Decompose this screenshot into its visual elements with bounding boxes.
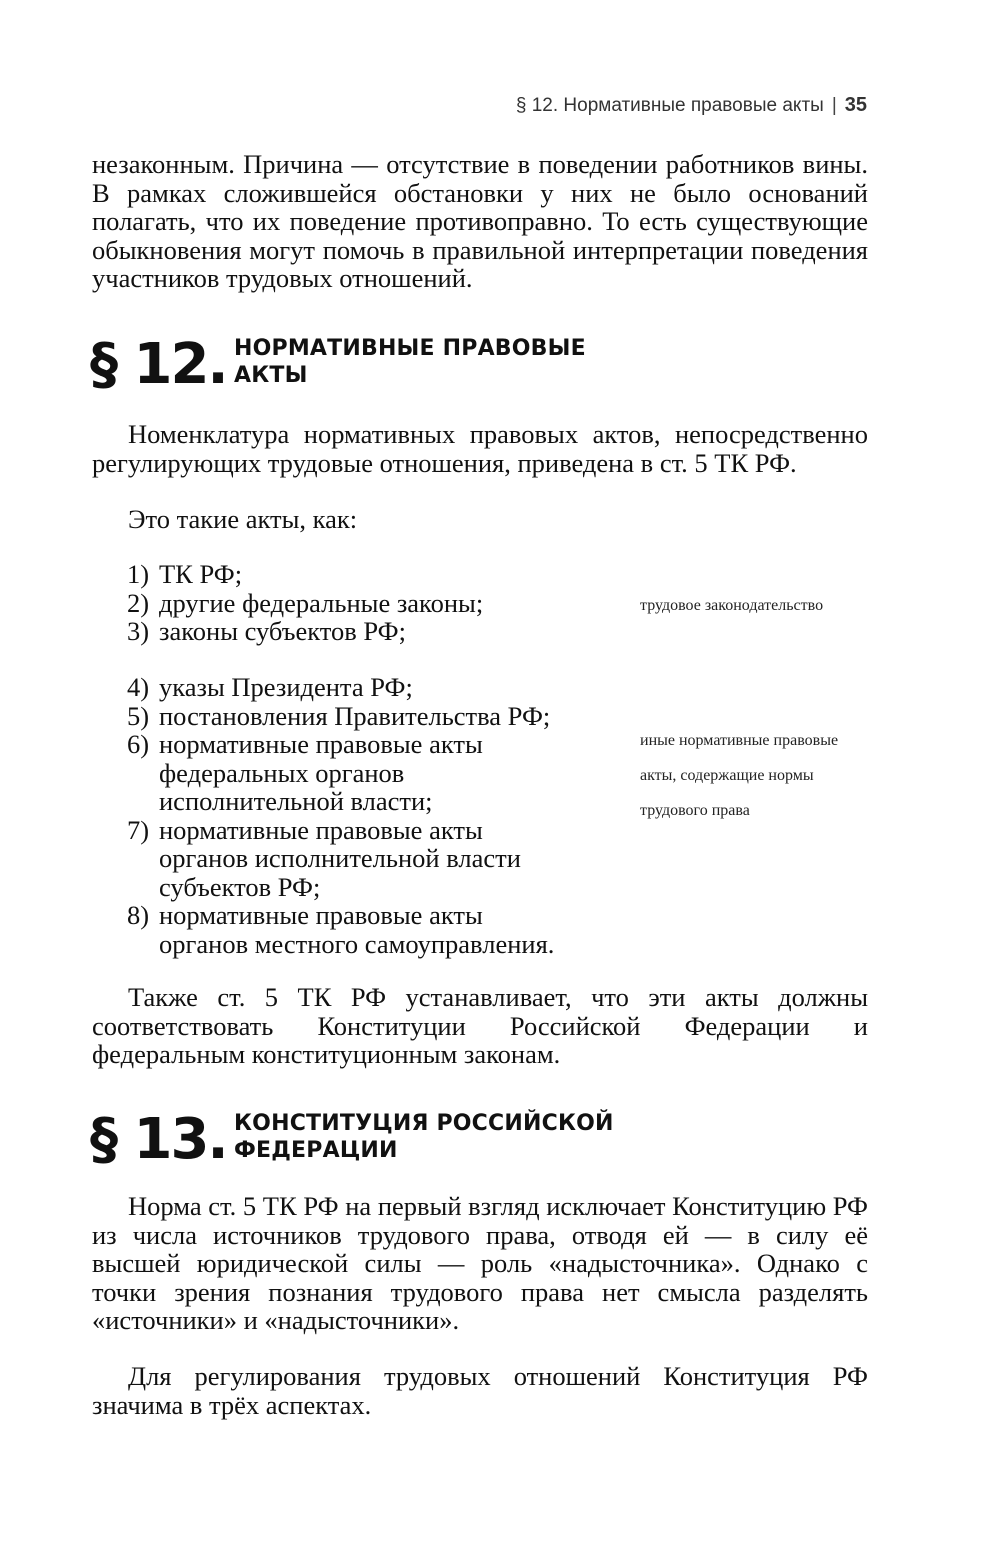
paragraph-acts-intro: Это такие акты, как: xyxy=(128,504,358,534)
note-line: трудового права xyxy=(640,802,750,819)
list-item: 8) нормативные правовые акты органов местного самоуправления. xyxy=(127,900,555,959)
paragraph-constitution-compliance: Также ст. 5 ТК РФ устанавливает, что эти акты должны соответствовать Конституции Российской Федерации и федеральным конституционным законам. xyxy=(92,982,868,1069)
section-13-title xyxy=(234,1110,614,1164)
note-line: акты, содержащие нормы xyxy=(640,767,814,784)
section-12-title-line2: АКТЫ xyxy=(234,363,308,388)
paragraph-nomenclature: Номенклатура нормативных правовых актов, непосредственно регулирующих трудовые отношения, приведена в ст. 5 ТК РФ. xyxy=(92,419,868,478)
list-item: 3) законы субъектов РФ; xyxy=(127,616,406,646)
list-item: 6) нормативные правовые акты федеральных органов исполнительной власти; xyxy=(127,729,483,816)
section-13-title-line1: КОНСТИТУЦИЯ РОССИЙСКОЙ xyxy=(234,1111,614,1136)
running-head xyxy=(516,94,867,117)
list-item: 5) постановления Правительства РФ; xyxy=(127,700,551,731)
note-line: иные нормативные правовые xyxy=(640,732,839,749)
paragraph-supra-source: Норма ст. 5 ТК РФ на первый взгляд исключает Конституцию РФ из числа источников трудового права, отводя ей — в силу её высшей юридической силы — роль «надысточника». Однако с точки зрения познания трудового права нет смысла разделять «источники» и «надысточники». xyxy=(92,1191,868,1335)
list-item: 7) нормативные правовые акты органов исполнительной власти субъектов РФ; xyxy=(127,814,521,902)
list-item: 4) указы Президента РФ; xyxy=(127,672,413,702)
note-other-acts xyxy=(640,723,838,828)
running-head-separator: | xyxy=(831,95,837,116)
list-other-acts xyxy=(127,673,554,958)
section-12-number: § 12. xyxy=(90,332,227,397)
section-13-number: § 13. xyxy=(90,1107,227,1172)
section-12-title-line1: НОРМАТИВНЫЕ ПРАВОВЫЕ xyxy=(234,336,586,361)
paragraph-continuation: незаконным. Причина — отсутствие в поведении работников вины. В рамках сложившейся обстановки у них не было оснований полагать, что их поведение противоправно. То есть существующие обыкновения могут помочь в правильной интерпретации поведения участников трудовых отношений. xyxy=(92,149,868,293)
list-item: 2) другие федеральные законы; xyxy=(127,587,484,618)
running-head-section: § 12. Нормативные правовые акты xyxy=(515,95,824,116)
section-12-title xyxy=(234,335,586,389)
note-line: трудовое законодательство xyxy=(640,597,824,614)
list-legislation xyxy=(127,560,483,646)
paragraph-three-aspects: Для регулирования трудовых отношений Конституция РФ значима в трёх аспектах. xyxy=(92,1361,868,1420)
note-legislation xyxy=(640,588,823,623)
page-number: 35 xyxy=(844,94,867,116)
section-13-title-line2: ФЕДЕРАЦИИ xyxy=(234,1138,398,1163)
list-item: 1) ТК РФ; xyxy=(127,559,243,589)
